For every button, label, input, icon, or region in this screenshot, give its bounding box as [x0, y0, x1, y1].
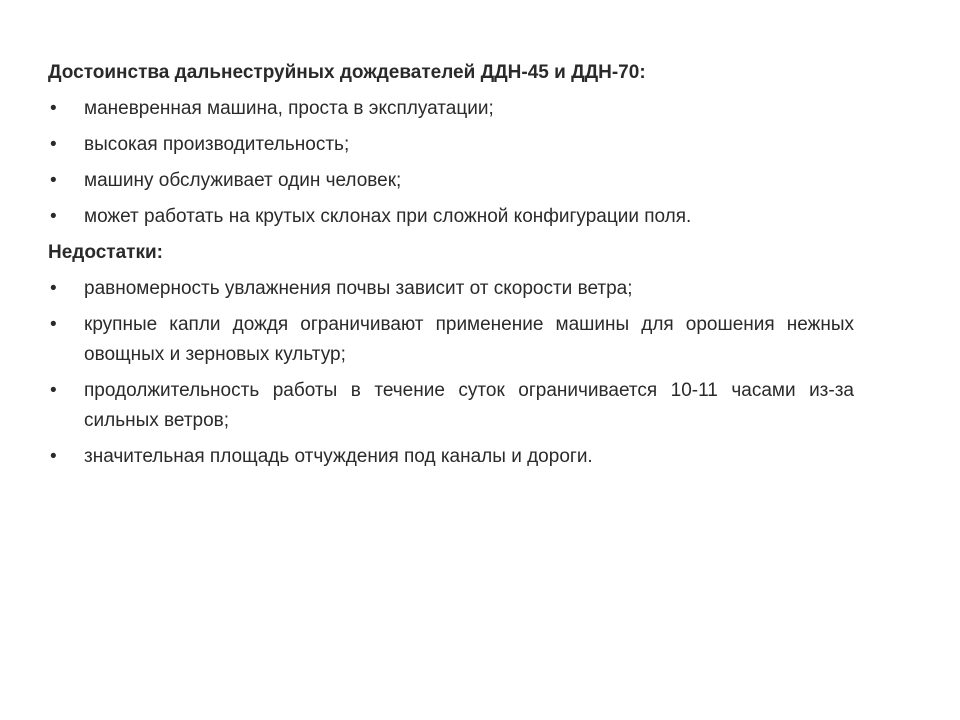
- disadvantages-list: [48, 274, 854, 472]
- list-item: • может работать на крутых склонах при сложной конфигурации поля.: [48, 202, 854, 232]
- list-item: • высокая производительность;: [48, 130, 854, 160]
- disadvantages-heading: Недостатки:: [48, 242, 163, 263]
- list-item: • маневренная машина, проста в эксплуатации;: [48, 94, 854, 124]
- advantages-heading: Достоинства дальнеструйных дождевателей ДДН-45 и ДДН-70:: [48, 62, 646, 83]
- bullet-icon: •: [50, 134, 57, 155]
- bullet-icon: •: [50, 206, 57, 227]
- bullet-icon: •: [50, 278, 57, 299]
- bullet-icon: •: [50, 170, 57, 191]
- list-item: • значительная площадь отчуждения под каналы и дороги.: [48, 442, 854, 472]
- list-item: • продолжительность работы в течение суток ограничивается 10-11 часами из-за сильных ветров;: [48, 376, 854, 436]
- list-item: • равномерность увлажнения почвы зависит от скорости ветра;: [48, 274, 854, 304]
- advantages-list: [48, 94, 854, 232]
- bullet-icon: •: [50, 446, 57, 467]
- bullet-icon: •: [50, 98, 57, 119]
- list-item: • машину обслуживает один человек;: [48, 166, 854, 196]
- bullet-icon: •: [50, 314, 57, 335]
- slide-content: [48, 58, 854, 478]
- list-item: • крупные капли дождя ограничивают применение машины для орошения нежных овощных и зерновых культур;: [48, 310, 854, 370]
- bullet-icon: •: [50, 380, 57, 401]
